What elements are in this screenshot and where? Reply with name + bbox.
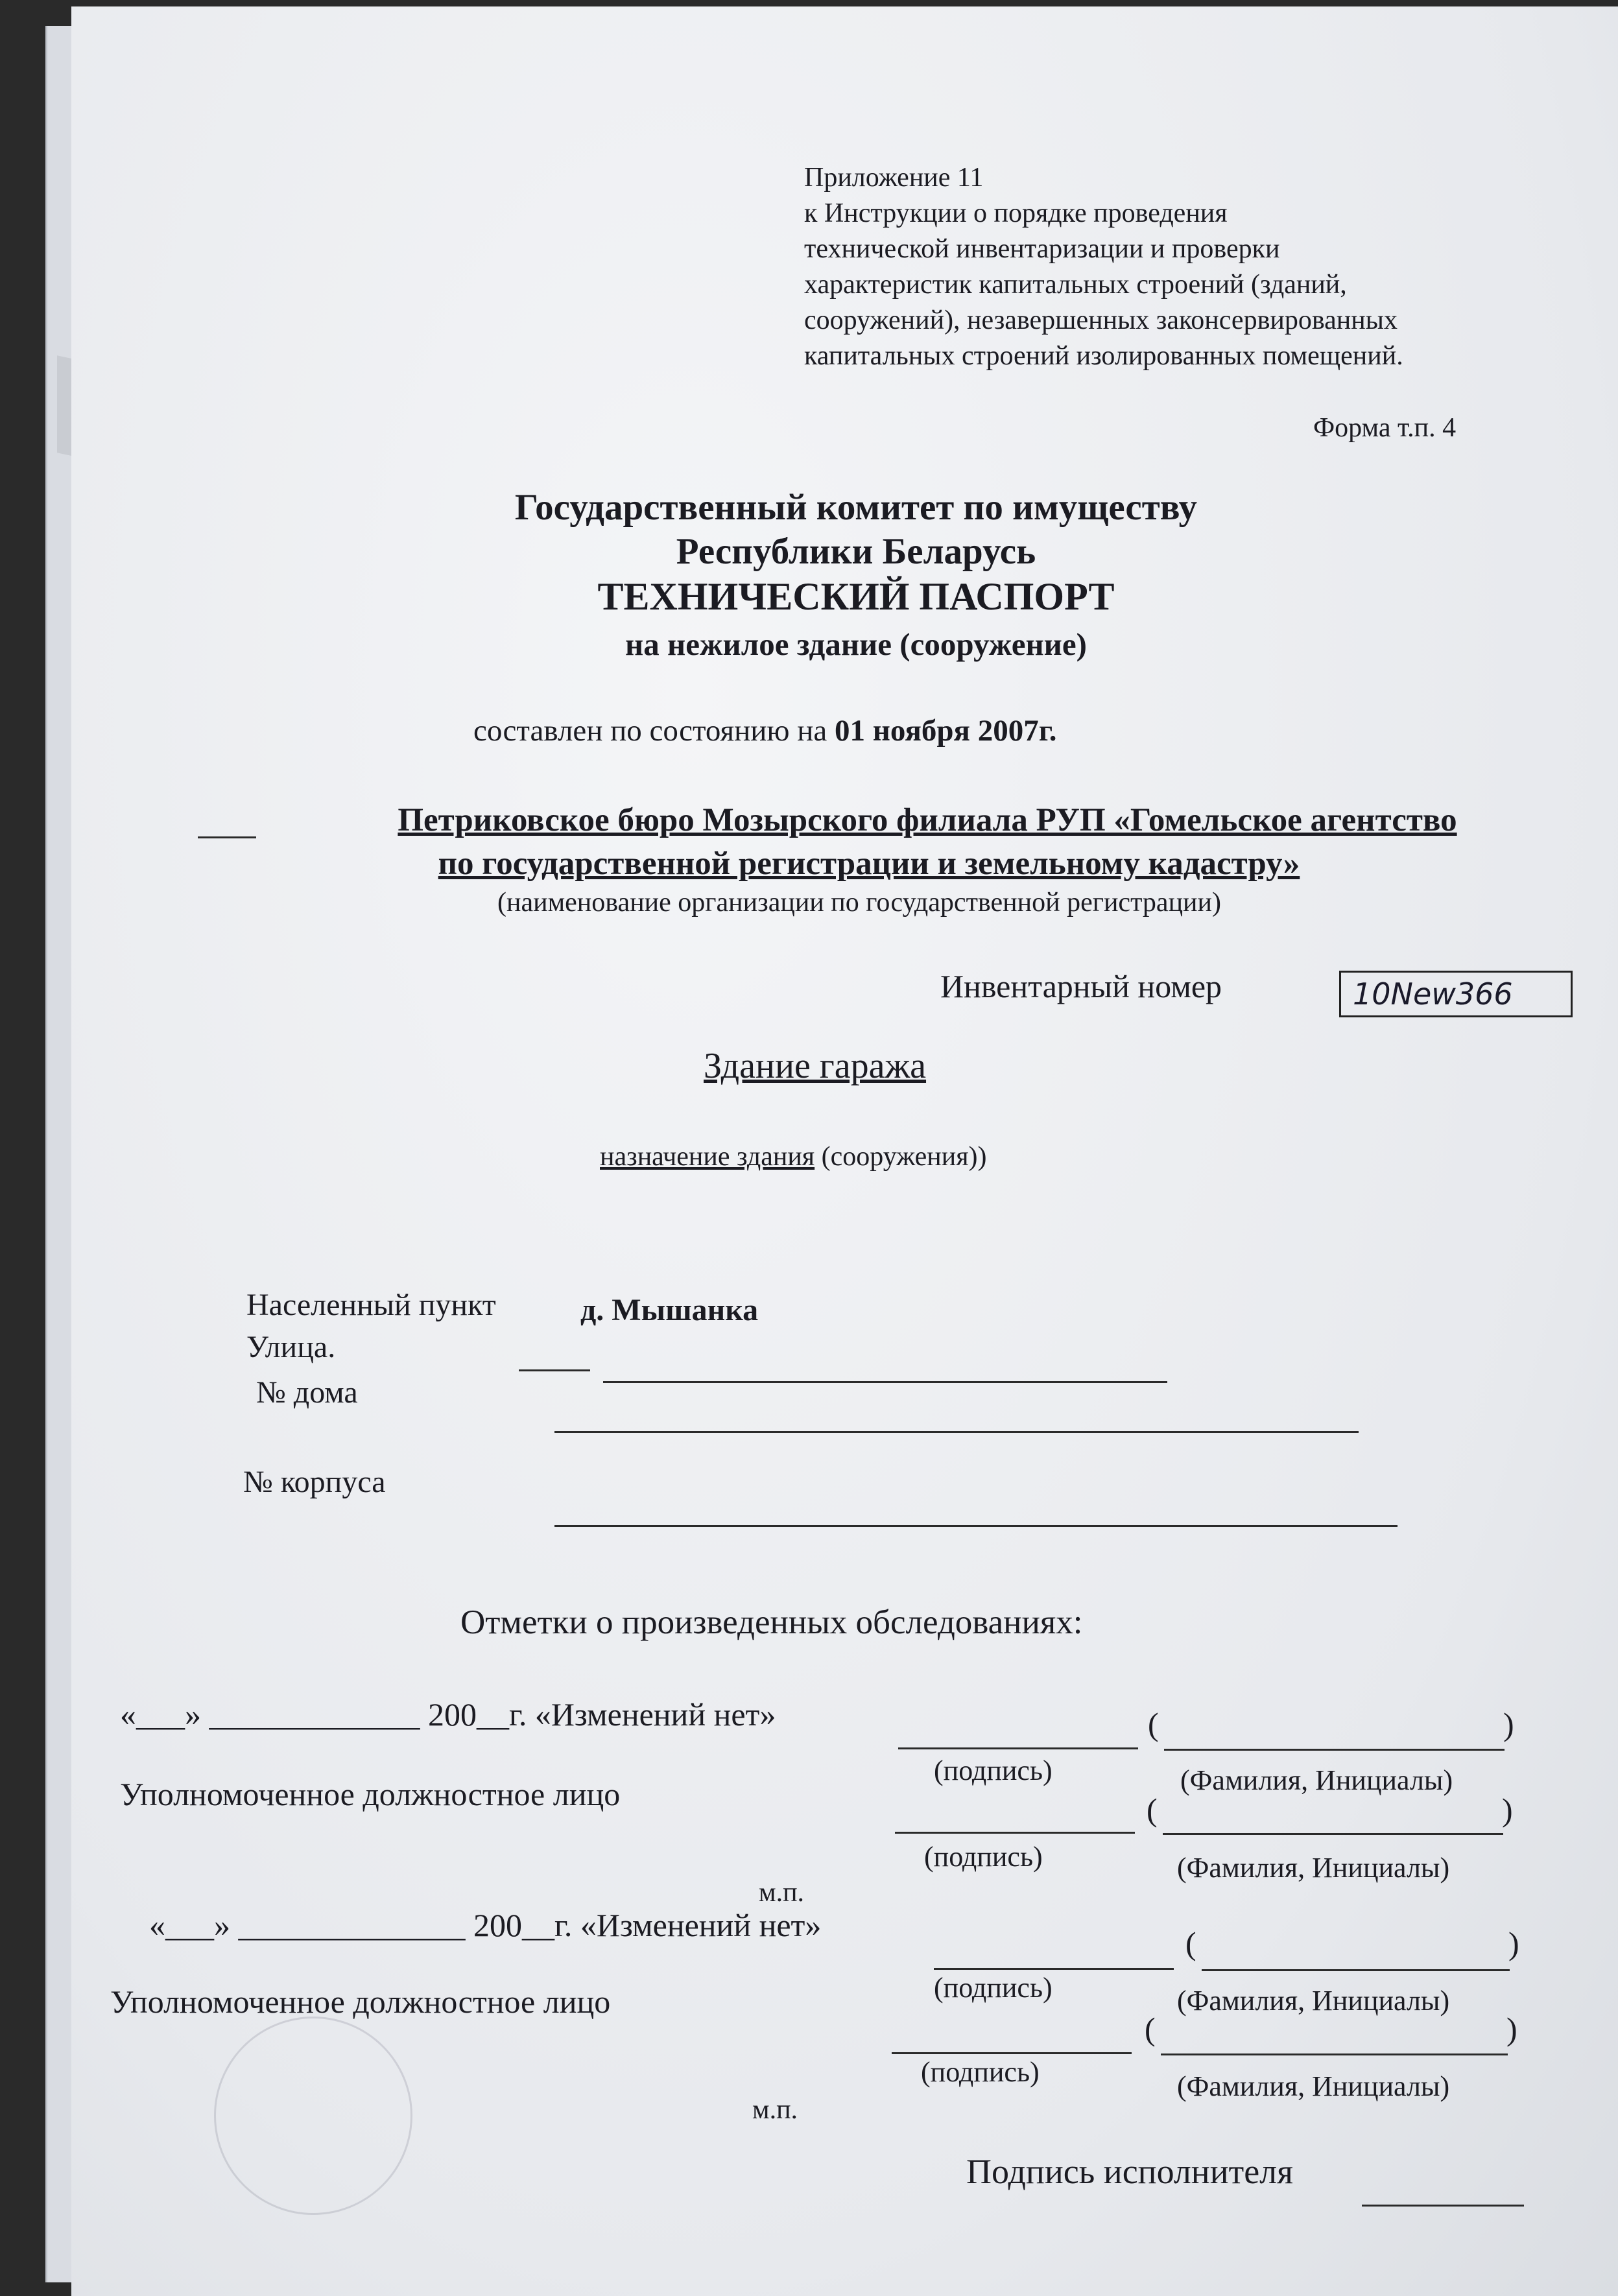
paren-close-2: ): [1502, 1792, 1513, 1828]
name-caption-1: (Фамилия, Инициалы): [1180, 1764, 1453, 1796]
faded-stamp: [214, 2017, 412, 2215]
signature-line-3[interactable]: [934, 1968, 1174, 1970]
inventory-label: Инвентарный номер: [940, 968, 1222, 1004]
building-name: Здание гаража: [704, 1046, 927, 1086]
annex-line-2: к Инструкции о порядке проведения: [804, 198, 1228, 228]
paren-close-1: ): [1503, 1706, 1514, 1742]
street-line-a[interactable]: [519, 1369, 590, 1371]
block-label: № корпуса: [243, 1465, 386, 1499]
organization-line-2: по государственной регистрации и земельному кадастру»: [438, 846, 1300, 882]
signature-line-4[interactable]: [892, 2052, 1132, 2054]
name-line-2[interactable]: [1163, 1833, 1503, 1835]
signature-line-1[interactable]: [898, 1747, 1138, 1749]
as-of-label: составлен по состоянию на: [473, 714, 835, 748]
signature-caption-1: (подпись): [934, 1755, 1053, 1786]
paren-open-2: (: [1147, 1792, 1158, 1828]
signature-caption-3: (подпись): [934, 1972, 1053, 2004]
survey-entry-1: «___» _____________ 200__г. «Изменений нет»: [120, 1696, 776, 1733]
organization-line-1: Петриковское бюро Мозырского филиала РУП «Гомельское агентство: [398, 802, 1457, 838]
as-of-date: [473, 713, 1057, 748]
name-line-1[interactable]: [1164, 1749, 1505, 1751]
paren-close-3: ): [1508, 1925, 1519, 1961]
annex-line-4: характеристик капитальных строений (зданий,: [804, 270, 1347, 300]
survey-entry-2: «___» ______________ 200__г. «Изменений нет»: [149, 1907, 822, 1943]
signature-caption-4: (подпись): [921, 2056, 1040, 2088]
name-line-4[interactable]: [1161, 2053, 1508, 2055]
name-caption-2: (Фамилия, Инициалы): [1177, 1852, 1450, 1884]
inventory-number-field[interactable]: 10Nеw366: [1339, 971, 1573, 1017]
street-line-b[interactable]: [603, 1381, 1167, 1383]
annex-line-6: капитальных строений изолированных помещений.: [804, 341, 1403, 371]
paren-close-4: ): [1506, 2011, 1517, 2047]
locality-value: д. Мышанка: [580, 1293, 759, 1327]
seal-mark-1: м.п.: [759, 1878, 805, 1908]
signature-line-2[interactable]: [895, 1832, 1135, 1834]
annex-line-3: технической инвентаризации и проверки: [804, 234, 1280, 264]
building-purpose: [600, 1141, 987, 1172]
official-label-1: Уполномоченное должностное лицо: [120, 1776, 621, 1812]
executor-signature-line[interactable]: [1362, 2205, 1524, 2207]
name-caption-4: (Фамилия, Инициалы): [1177, 2070, 1450, 2102]
paren-open-1: (: [1148, 1706, 1159, 1742]
block-number-line[interactable]: [554, 1525, 1398, 1527]
locality-label: Населенный пункт: [246, 1288, 496, 1322]
document-title: ТЕХНИЧЕСКИЙ ПАСПОРТ: [597, 575, 1115, 618]
surveys-title: Отметки о произведенных обследованиях:: [460, 1604, 1083, 1641]
house-label: № дома: [256, 1375, 358, 1410]
form-number: Форма т.п. 4: [1313, 413, 1457, 443]
street-label: Улица.: [246, 1330, 336, 1364]
organization-caption: (наименование организации по государственной регистрации): [497, 888, 1221, 917]
paren-open-4: (: [1145, 2011, 1156, 2047]
document-subtitle: на нежилое здание (сооружение): [625, 626, 1087, 662]
official-label-2: Уполномоченное должностное лицо: [110, 1983, 611, 2020]
seal-mark-2: м.п.: [752, 2095, 798, 2125]
as-of-value: 01 ноября 2007г.: [835, 714, 1057, 748]
executor-label: Подпись исполнителя: [966, 2152, 1293, 2191]
paren-open-3: (: [1185, 1925, 1196, 1961]
purpose-suffix: (сооружения)): [815, 1142, 987, 1172]
signature-caption-2: (подпись): [924, 1841, 1043, 1873]
annex-line-5: сооружений), незавершенных законсервированных: [804, 305, 1398, 335]
name-line-3[interactable]: [1202, 1969, 1510, 1971]
purpose-label: назначение здания: [600, 1142, 815, 1172]
committee-line-1: Государственный комитет по имуществу: [514, 487, 1198, 528]
house-number-line[interactable]: [554, 1431, 1359, 1433]
committee-line-2: Республики Беларусь: [676, 531, 1036, 572]
annex-line-1: Приложение 11: [804, 163, 984, 193]
name-caption-3: (Фамилия, Инициалы): [1177, 1985, 1450, 2017]
